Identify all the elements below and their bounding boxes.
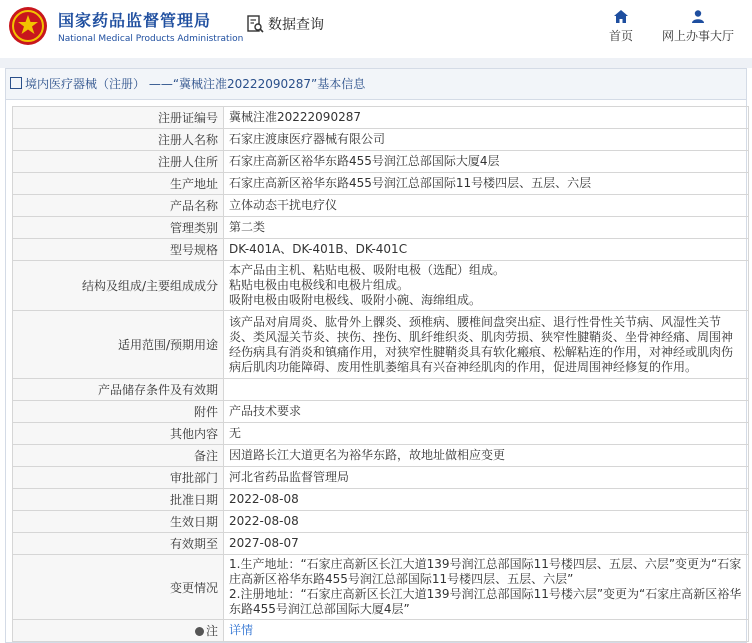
field-value: 第二类	[224, 217, 749, 239]
field-value	[224, 379, 749, 401]
site-logo[interactable]	[58, 8, 243, 44]
field-value: 石家庄高新区裕华东路455号润江总部国际大厦4层	[224, 151, 749, 173]
field-label: 审批部门	[13, 467, 224, 489]
field-value: 冀械注准20222090287	[224, 107, 749, 129]
field-value: 该产品对肩周炎、肱骨外上髁炎、颈椎病、腰椎间盘突出症、退行性骨性关节病、风湿性关节炎、类风湿关节炎、挟伤、挫伤、肌纤维织炎、肌肉劳损、狭窄性腱鞘炎、坐骨神经痛、周围神经伤病具有消炎和镇痛作用，对狭窄性腱鞘炎具有软化瘢痕、松解粘连的作用，对神经或肌肉伤病后肌肉功能障碍、废用性肌萎缩具有兴奋神经肌肉的作用，促进周围神经修复的作用。	[224, 311, 749, 379]
field-value: 2022-08-08	[224, 511, 749, 533]
field-label: 管理类别	[13, 217, 224, 239]
field-label: 批准日期	[13, 489, 224, 511]
field-value: 2022-08-08	[224, 489, 749, 511]
table-row	[13, 261, 749, 311]
nav-online-office[interactable]	[655, 10, 741, 44]
bulb-icon	[195, 627, 204, 636]
field-label: 产品名称	[13, 195, 224, 217]
field-value: 因道路长江大道更名为裕华东路，故地址做相应变更	[224, 445, 749, 467]
field-value: 2027-08-07	[224, 533, 749, 555]
table-row	[13, 217, 749, 239]
details-link[interactable]: 详情	[229, 623, 254, 637]
data-query-link[interactable]	[246, 14, 324, 34]
field-label: 有效期至	[13, 533, 224, 555]
table-row	[13, 489, 749, 511]
field-value: 石家庄高新区裕华东路455号润江总部国际11号楼四层、五层、六层	[224, 173, 749, 195]
field-label: 结构及组成/主要组成成分	[13, 261, 224, 311]
field-label: 生产地址	[13, 173, 224, 195]
site-name-en: National Medical Products Administration	[58, 34, 244, 44]
field-value: DK-401A、DK-401B、DK-401C	[224, 239, 749, 261]
site-name: 国家药品监督管理局	[58, 11, 212, 30]
table-row	[13, 239, 749, 261]
field-label: 生效日期	[13, 511, 224, 533]
table-row	[13, 195, 749, 217]
nav-home[interactable]	[604, 10, 638, 44]
table-row	[13, 445, 749, 467]
data-query-label: 数据查询	[268, 17, 324, 33]
table-row	[13, 467, 749, 489]
table-row	[13, 311, 749, 379]
field-label: 备注	[13, 445, 224, 467]
table-row	[13, 107, 749, 129]
field-label: 适用范围/预期用途	[13, 311, 224, 379]
field-label: 产品储存条件及有效期	[13, 379, 224, 401]
detail-panel	[5, 68, 747, 643]
field-label: 型号规格	[13, 239, 224, 261]
field-label: 附件	[13, 401, 224, 423]
panel-title: 境内医疗器械（注册） ——“冀械注准20222090287”基本信息	[25, 77, 366, 91]
table-row	[13, 173, 749, 195]
table-row	[13, 129, 749, 151]
table-row	[13, 555, 749, 620]
table-row	[13, 533, 749, 555]
field-label: 注册人名称	[13, 129, 224, 151]
nav-online-office-label: 网上办事大厅	[661, 29, 734, 43]
field-label: 变更情况	[13, 555, 224, 620]
field-value: 无	[224, 423, 749, 445]
note-label: 注	[205, 624, 218, 638]
field-label: 注册人住所	[13, 151, 224, 173]
header-divider	[0, 58, 752, 68]
top-header	[0, 0, 752, 58]
table-row	[13, 423, 749, 445]
document-icon	[10, 77, 22, 89]
detail-table	[12, 106, 749, 642]
field-label: 注册证编号	[13, 107, 224, 129]
table-row	[13, 511, 749, 533]
field-value: 立体动态干扰电疗仪	[224, 195, 749, 217]
field-value: 本产品由主机、粘贴电极、吸附电极（选配）组成。 粘贴电极由电极线和电极片组成。 吸附电极由吸附电极线、吸附小碗、海绵组成。	[224, 261, 749, 311]
field-value: 石家庄渡康医疗器械有限公司	[224, 129, 749, 151]
user-icon	[691, 10, 705, 23]
search-document-icon	[246, 15, 264, 33]
field-value: 河北省药品监督管理局	[224, 467, 749, 489]
field-label: 其他内容	[13, 423, 224, 445]
home-icon	[614, 10, 628, 23]
panel-title-bar	[6, 69, 746, 100]
nav-home-label: 首页	[608, 29, 633, 43]
field-value: 1.生产地址：“石家庄高新区长江大道139号润江总部国际11号楼四层、五层、六层”变更为“石家庄高新区裕华东路455号润江总部国际11号楼四层、五层、六层” 2.注册地址：“石家庄高新区长江大道139号润江总部国际11号楼六层”变更为“石家庄高新区裕华东路455号润江总部国际大厦4层”	[224, 555, 749, 620]
national-emblem-icon	[8, 6, 48, 46]
table-row	[13, 151, 749, 173]
table-row	[13, 379, 749, 401]
field-value: 产品技术要求	[224, 401, 749, 423]
table-row	[13, 401, 749, 423]
